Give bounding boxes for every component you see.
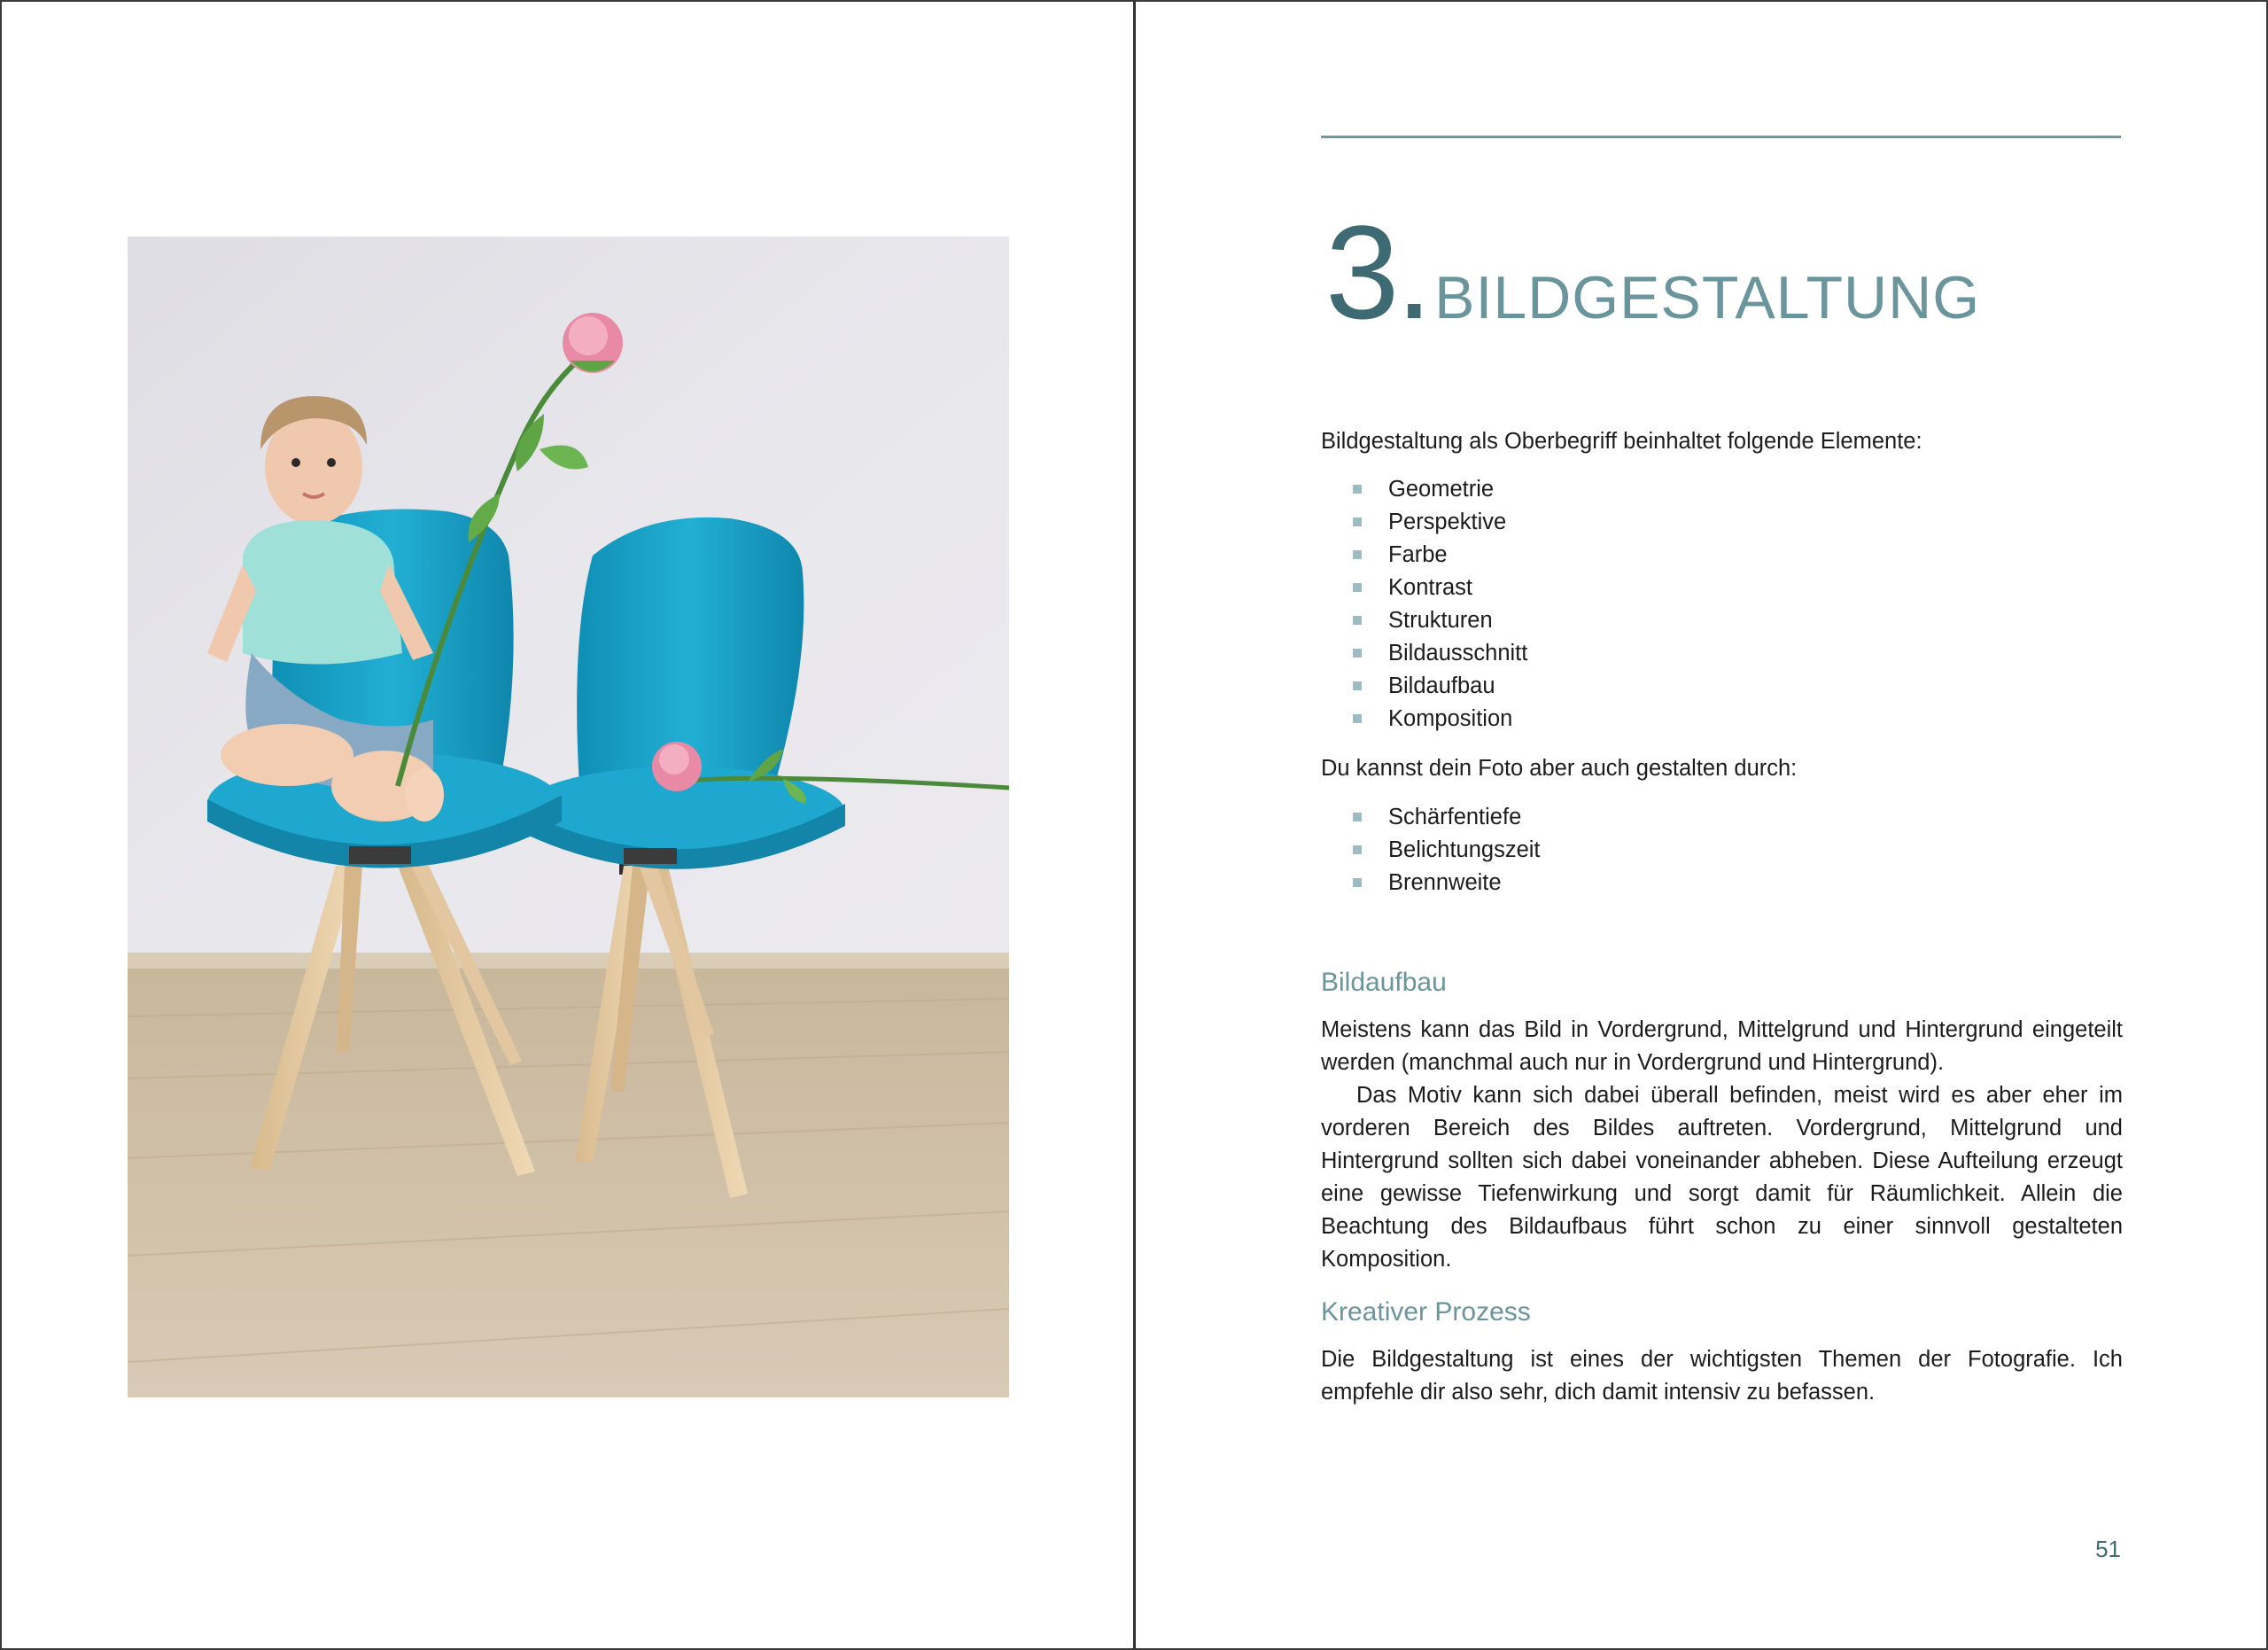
paragraph: Meistens kann das Bild in Vordergrund, Mittelgrund und Hintergrund eingeteilt werden (manchmal auch nur in Vordergrund und Hintergrund).	[1321, 1017, 2123, 1075]
list-item	[1353, 834, 1973, 867]
header-rule	[1321, 136, 2121, 138]
bullet-square-icon	[1353, 583, 1362, 592]
section-kreativer-prozess-body	[1321, 1343, 2123, 1409]
bullet-square-icon	[1353, 518, 1362, 526]
list-item	[1353, 539, 1973, 572]
list-item	[1353, 637, 1973, 670]
paragraph: Die Bildgestaltung ist eines der wichtigsten Themen der Fotografie. Ich empfehle dir also sehr, dich damit intensiv zu befassen.	[1321, 1347, 2123, 1405]
intro-paragraph: Bildgestaltung als Oberbegriff beinhaltet folgende Elemente:	[1321, 429, 1922, 454]
bullet-square-icon	[1353, 649, 1362, 658]
list-item	[1353, 572, 1973, 604]
bullet-square-icon	[1353, 714, 1362, 723]
list-item-label: Kontrast	[1388, 575, 1472, 600]
bullet-square-icon	[1353, 681, 1362, 690]
elements-list	[1353, 473, 1973, 735]
intro2-text	[1321, 752, 2123, 785]
bullet-square-icon	[1353, 845, 1362, 854]
list-item-label: Bildausschnitt	[1388, 641, 1528, 665]
list-item-label: Brennweite	[1388, 870, 1502, 895]
bullet-square-icon	[1353, 878, 1362, 887]
bullet-square-icon	[1353, 550, 1362, 559]
techniques-list	[1353, 801, 1973, 899]
left-page	[0, 0, 1133, 1650]
list-item	[1353, 801, 1973, 834]
chapter-title: BILDGESTALTUNG	[1434, 264, 1981, 331]
list-item-label: Komposition	[1388, 706, 1513, 731]
section-heading-bildaufbau: Bildaufbau	[1321, 968, 1447, 997]
list-item-label: Schärfentiefe	[1388, 805, 1522, 829]
intro-text	[1321, 425, 2123, 458]
section-bildaufbau-body	[1321, 1014, 2123, 1276]
list-item	[1353, 867, 1973, 899]
list-item-label: Belichtungszeit	[1388, 837, 1541, 862]
page-number: 51	[2095, 1536, 2121, 1562]
intro2-paragraph: Du kannst dein Foto aber auch gestalten durch:	[1321, 756, 1798, 781]
list-item-label: Farbe	[1388, 542, 1448, 567]
list-item-label: Perspektive	[1388, 510, 1507, 534]
bullet-square-icon	[1353, 485, 1362, 494]
bullet-square-icon	[1353, 813, 1362, 821]
floor	[128, 969, 1009, 1397]
section-heading-kreativer-prozess: Kreativer Prozess	[1321, 1297, 1531, 1327]
list-item	[1353, 670, 1973, 703]
photo-child-on-blue-chairs	[128, 237, 1009, 1397]
right-page	[1133, 0, 2268, 1650]
list-item-label: Geometrie	[1388, 477, 1495, 502]
chapter-heading	[1325, 198, 2123, 374]
list-item	[1353, 506, 1973, 539]
baseboard	[128, 953, 1009, 969]
bullet-square-icon	[1353, 616, 1362, 625]
list-item	[1353, 473, 1973, 506]
paragraph: Das Motiv kann sich dabei überall befinden, meist wird es aber eher im vorderen Bereich des Bildes auftreten. Vordergrund, Mittelgrund und Hintergrund sollten sich dabei voneinander abheben. Diese Aufteilung erzeugt eine gewisse Tiefenwirkung und sorgt damit für Räumlichkeit. Allein die Beachtung des Bildaufbaus führt schon zu einer sinnvoll gestalteten Komposition.	[1321, 1083, 2123, 1272]
list-item-label: Strukturen	[1388, 608, 1493, 633]
list-item	[1353, 604, 1973, 637]
chapter-number: 3.	[1325, 198, 1430, 346]
list-item-label: Bildaufbau	[1388, 673, 1495, 698]
photo-illustration	[128, 237, 1009, 1397]
list-item	[1353, 703, 1973, 735]
